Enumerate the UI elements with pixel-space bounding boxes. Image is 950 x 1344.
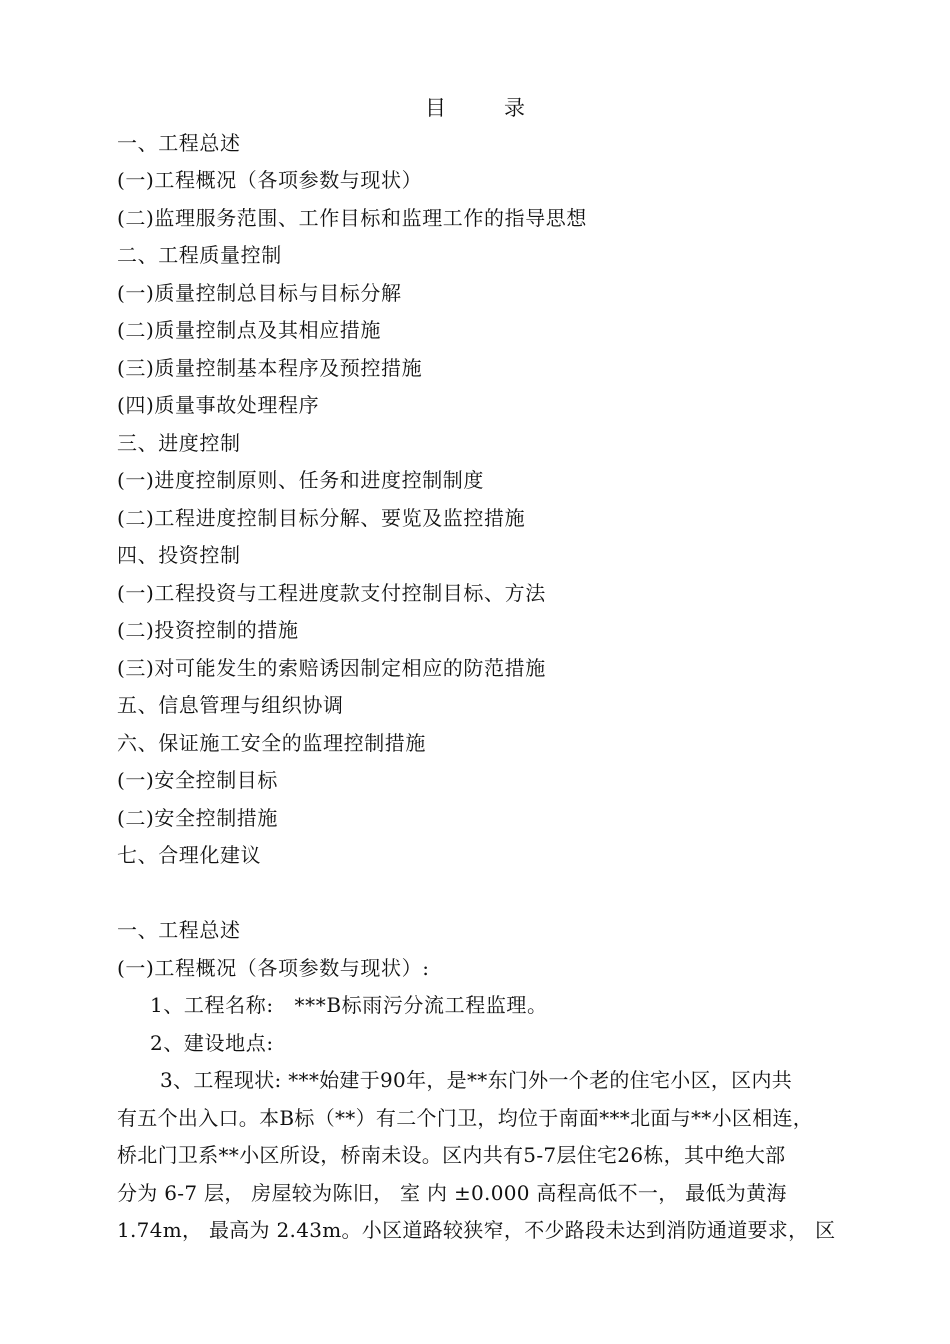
toc-entry: (三)质量控制基本程序及预控措施 [117, 356, 423, 380]
sub-heading: (一)工程概况（各项参数与现状）: [117, 956, 430, 980]
toc-entry: (二)质量控制点及其相应措施 [117, 318, 382, 342]
toc-entry: (一)质量控制总目标与目标分解 [117, 281, 402, 305]
project-name-item: 1、工程名称: ***B标雨污分流工程监理。 [150, 993, 548, 1017]
toc-title-char-2: 录 [504, 96, 525, 120]
status-paragraph-line: 分为 6-7 层， 房屋较为陈旧， 室 内 ±0.000 高程高低不一， 最低为黄海 [117, 1181, 787, 1205]
status-paragraph-line: 3、工程现状: ***始建于90年，是**东门外一个老的住宅小区，区内共 [160, 1068, 793, 1092]
toc-title-char-1: 目 [425, 96, 446, 120]
toc-entry: (四)质量事故处理程序 [117, 393, 320, 417]
toc-entry: 三、进度控制 [117, 431, 241, 455]
toc-entry: (一)工程投资与工程进度款支付控制目标、方法 [117, 581, 546, 605]
toc-entry: 一、工程总述 [117, 131, 241, 155]
toc-entry: 二、工程质量控制 [117, 243, 282, 267]
location-item: 2、建设地点: [150, 1031, 274, 1055]
status-paragraph-line: 有五个出入口。本B标（**）有二个门卫，均位于南面***北面与**小区相连， [117, 1106, 814, 1130]
toc-entry: (三)对可能发生的索赔诱因制定相应的防范措施 [117, 656, 546, 680]
toc-entry: (一)安全控制目标 [117, 768, 279, 792]
status-paragraph-line: 桥北门卫系**小区所设，桥南未设。区内共有5-7层住宅26栋，其中绝大部 [117, 1143, 786, 1167]
toc-entry: (一)工程概况（各项参数与现状） [117, 168, 423, 192]
toc-entry: 四、投资控制 [117, 543, 241, 567]
toc-entry: 六、保证施工安全的监理控制措施 [117, 731, 426, 755]
toc-entry: 五、信息管理与组织协调 [117, 693, 344, 717]
toc-entry: (二)工程进度控制目标分解、要览及监控措施 [117, 506, 526, 530]
toc-entry: (二)投资控制的措施 [117, 618, 299, 642]
toc-entry: (二)监理服务范围、工作目标和监理工作的指导思想 [117, 206, 588, 230]
section-heading: 一、工程总述 [117, 918, 241, 942]
toc-entry: (二)安全控制措施 [117, 806, 279, 830]
toc-entry: 七、合理化建议 [117, 843, 262, 867]
toc-title [0, 92, 950, 122]
status-paragraph-line: 1.74m， 最高为 2.43m。小区道路较狭窄，不少路段未达到消防通道要求， 区 [117, 1218, 836, 1242]
toc-entry: (一)进度控制原则、任务和进度控制制度 [117, 468, 485, 492]
